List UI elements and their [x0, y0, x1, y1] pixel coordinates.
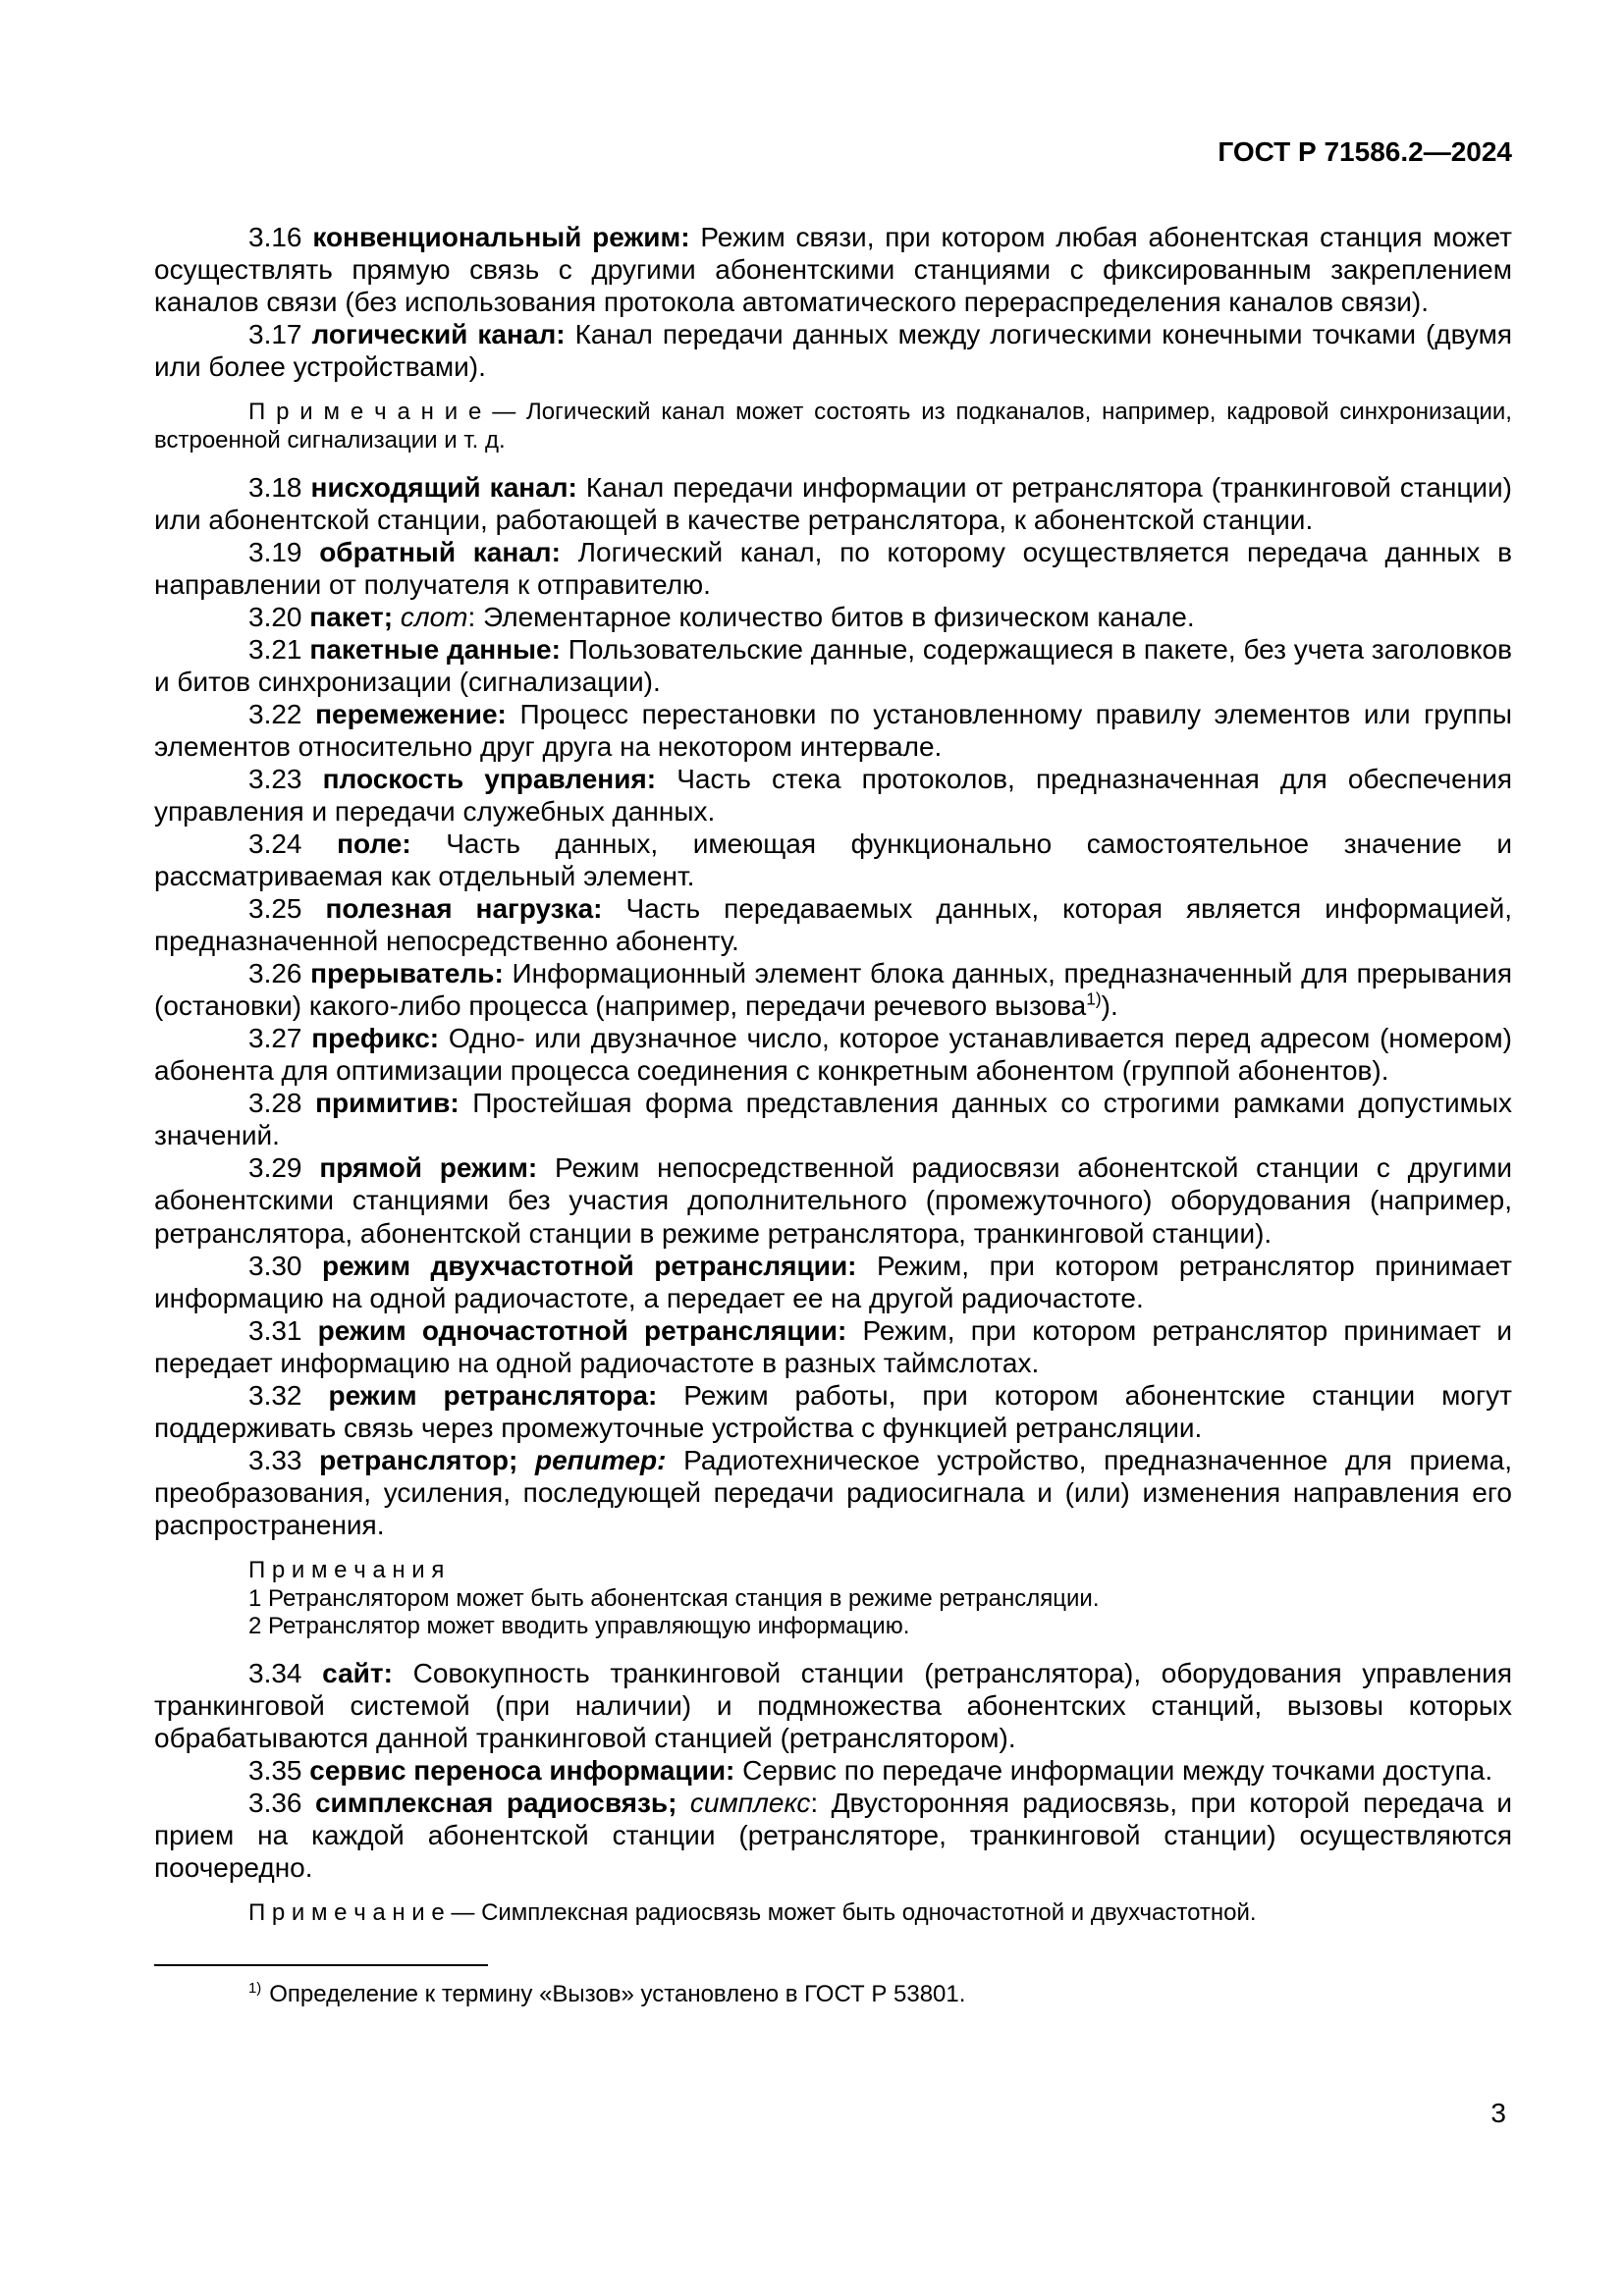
term-title: примитив:	[315, 1088, 460, 1119]
note-block	[154, 1557, 1512, 1641]
term-title: прямой режим:	[319, 1152, 538, 1184]
term-title: логический канал:	[311, 319, 566, 350]
term-number: 3.25	[248, 893, 326, 925]
term-title: префикс:	[311, 1023, 440, 1054]
note-item: 1 Ретранслятором может быть абонентская станция в режиме ретрансляции.	[248, 1584, 1100, 1612]
term-definition: Часть стека протоколов, предназначенная для обеспечения управления и передачи служебных данных.	[154, 764, 1513, 828]
term-definition: ).	[1101, 990, 1118, 1022]
term-title: пакетные данные:	[309, 633, 561, 665]
term-3.24	[154, 828, 1512, 892]
term-3.30	[154, 1250, 1512, 1314]
term-definition: Простейшая форма представления данных со строгими рамками допустимых значений.	[154, 1088, 1513, 1151]
term-definition: Одно- или двузначное число, которое устанавливается перед адресом (номером) абонента для оптимизации процесса соединения с конкретным абонентом (группой абонентов).	[154, 1023, 1512, 1087]
term-3.31	[154, 1314, 1512, 1379]
term-definition: Пользовательские данные, содержащиеся в пакете, без учета заголовков и битов синхронизации (сигнализации).	[154, 633, 1512, 697]
note-block	[154, 1899, 1512, 1928]
term-3.33	[154, 1444, 1512, 1541]
term-number: 3.34	[248, 1658, 323, 1689]
terms-content	[154, 221, 1512, 1928]
term-number: 3.36	[248, 1788, 315, 1819]
term-definition: Радиотехническое устройство, предназначенное для приема, преобразования, усиления, последующей передачи радиосигнала и (или) изменения направления его распространения.	[154, 1444, 1513, 1540]
note-label: П р и м е ч а н и е	[248, 399, 482, 426]
term-definition: Часть данных, имеющая функционально самостоятельное значение и рассматриваемая как отдельный элемент.	[154, 828, 1512, 892]
term-definition: : Элементарное количество битов в физическом канале.	[467, 601, 1195, 632]
doc-code-header: ГОСТ Р 71586.2—2024	[1218, 136, 1512, 167]
term-3.19	[154, 536, 1512, 601]
footnote	[154, 1980, 1512, 2009]
term-definition: Логический канал, по которому осуществляется передача данных в направлении от получателя к отправителю.	[154, 536, 1512, 600]
term-3.26	[154, 957, 1512, 1022]
term-definition: Сервис по передаче информации между точками доступа.	[734, 1755, 1493, 1787]
term-definition: Информационный элемент блока данных, предназначенный для прерывания (остановки) какого-либо процесса (например, передачи речевого вызова	[154, 958, 1512, 1022]
term-title: сайт:	[322, 1658, 393, 1689]
term-definition: Совокупность транкинговой станции (ретранслятора), оборудования управления транкинговой системой (при наличии) и подмножества абонентских станций, вызовы которых обрабатываются данной транкинговой станцией (ретранслятором).	[154, 1658, 1512, 1754]
footnote-ref: 1)	[1086, 988, 1102, 1009]
term-definition	[393, 602, 401, 632]
note-text: П р и м е ч а н и е — Логический канал может состоять из подканалов, например, кадровой синхронизации, встроенной сигнализации и т. д.	[154, 399, 1512, 454]
note-item: 2 Ретранслятор может вводить управляющую информацию.	[248, 1613, 910, 1640]
term-definition: Канал передачи данных между логическими конечными точками (двумя или более устройствами).	[154, 319, 1512, 383]
term-title: слот	[400, 601, 468, 632]
term-3.34	[154, 1657, 1512, 1754]
page-number: 3	[1490, 2097, 1506, 2128]
term-title: режим двухчастотной ретрансляции:	[321, 1250, 857, 1281]
term-title: режим одночастотной ретрансляции:	[317, 1314, 847, 1346]
term-number: 3.26	[248, 958, 311, 989]
term-number: 3.19	[248, 536, 320, 567]
term-title: поле:	[337, 828, 411, 860]
term-definition: Канал передачи информации от ретранслятора (транкинговой станции) или абонентской станции, работающей в качестве ретранслятора, к абонентской станции.	[154, 471, 1513, 535]
term-number: 3.16	[248, 222, 313, 253]
term-3.18	[154, 471, 1512, 536]
term-3.32	[154, 1379, 1512, 1444]
term-3.28	[154, 1087, 1512, 1151]
term-number: 3.20	[248, 601, 310, 632]
term-3.21	[154, 633, 1512, 698]
term-title: сервис переноса информации:	[309, 1755, 735, 1787]
note-label: П р и м е ч а н и я	[248, 1556, 445, 1583]
term-3.35	[154, 1754, 1512, 1787]
term-title: полезная нагрузка:	[325, 893, 603, 925]
term-3.17	[154, 318, 1512, 383]
footnote-divider	[154, 1964, 488, 1966]
term-title: нисходящий канал:	[310, 471, 577, 503]
term-3.16	[154, 221, 1512, 318]
term-title: режим ретранслятора:	[328, 1379, 658, 1411]
term-number: 3.18	[248, 471, 311, 503]
footnote-text-body: Определение к термину «Вызов» установлено в ГОСТ Р 53801.	[269, 1981, 966, 2007]
term-definition	[517, 1445, 535, 1475]
term-title: обратный канал:	[319, 536, 561, 567]
term-definition: : Двусторонняя радиосвязь, при которой передача и прием на каждой абонентской станции (ретрансляторе, транкинговой станции) осуществляются поочередно.	[154, 1788, 1512, 1884]
note-block	[154, 399, 1512, 455]
term-number: 3.28	[248, 1088, 316, 1119]
term-title: симплексная радиосвязь;	[314, 1788, 677, 1819]
term-definition: Режим работы, при котором абонентские станции могут поддерживать связь через промежуточные устройства с функцией ретрансляции.	[154, 1379, 1512, 1443]
term-title: ретранслятор;	[319, 1444, 518, 1475]
term-number: 3.23	[248, 764, 323, 795]
term-number: 3.22	[248, 699, 316, 729]
term-number: 3.17	[248, 319, 312, 350]
term-title: симплекс	[689, 1788, 811, 1819]
term-number: 3.29	[248, 1152, 320, 1184]
term-number: 3.32	[248, 1379, 329, 1411]
term-definition: Режим, при котором ретранслятор принимает информацию на одной радиочастоте, а передает ее на другой радиочастоте.	[154, 1250, 1512, 1313]
note-label: П р и м е ч а н и е	[248, 1899, 445, 1927]
term-title: репитер:	[535, 1444, 667, 1475]
term-number: 3.35	[248, 1755, 310, 1787]
term-3.23	[154, 763, 1512, 828]
term-title: конвенциональный режим:	[312, 222, 690, 253]
term-number: 3.24	[248, 828, 338, 860]
footnote-area	[154, 1964, 1512, 2009]
term-number: 3.31	[248, 1314, 318, 1346]
term-3.22	[154, 698, 1512, 763]
term-definition: Часть передаваемых данных, которая является информацией, предназначенной непосредственно абоненту.	[154, 893, 1512, 957]
term-3.27	[154, 1022, 1512, 1087]
term-3.36	[154, 1787, 1512, 1884]
term-definition: Режим, при котором ретранслятор принимает и передает информацию на одной радиочастоте в разных таймслотах.	[154, 1314, 1512, 1378]
note-text: П р и м е ч а н и е — Симплексная радиосвязь может быть одночастотной и двухчастотной.	[248, 1899, 1257, 1927]
term-number: 3.27	[248, 1023, 312, 1054]
term-3.20	[154, 601, 1512, 633]
term-title: плоскость управления:	[322, 764, 657, 795]
term-definition: Режим непосредственной радиосвязи абонентской станции с другими абонентскими станциями без участия дополнительного (промежуточного) оборудования (например, ретранслятора, абонентской станции в режиме ретранслятора, транкинговой станции).	[154, 1152, 1512, 1249]
term-title: перемежение:	[315, 699, 507, 729]
term-number: 3.21	[248, 633, 310, 665]
term-title: прерыватель:	[310, 958, 504, 989]
footnote-marker: 1)	[248, 1981, 262, 1997]
term-3.29	[154, 1151, 1512, 1249]
term-number: 3.30	[248, 1250, 322, 1281]
term-definition: Процесс перестановки по установленному правилу элементов или группы элементов относительно друг друга на некотором интервале.	[154, 699, 1513, 763]
term-definition: Режим связи, при котором любая абонентская станция может осуществлять прямую связь с другими абонентскими станциями с фиксированным закреплением каналов связи (без использования протокола автоматического перераспределения каналов связи).	[154, 222, 1512, 318]
term-number: 3.33	[248, 1444, 320, 1475]
term-3.25	[154, 892, 1512, 957]
term-definition	[677, 1788, 689, 1818]
term-title: пакет;	[309, 601, 394, 632]
